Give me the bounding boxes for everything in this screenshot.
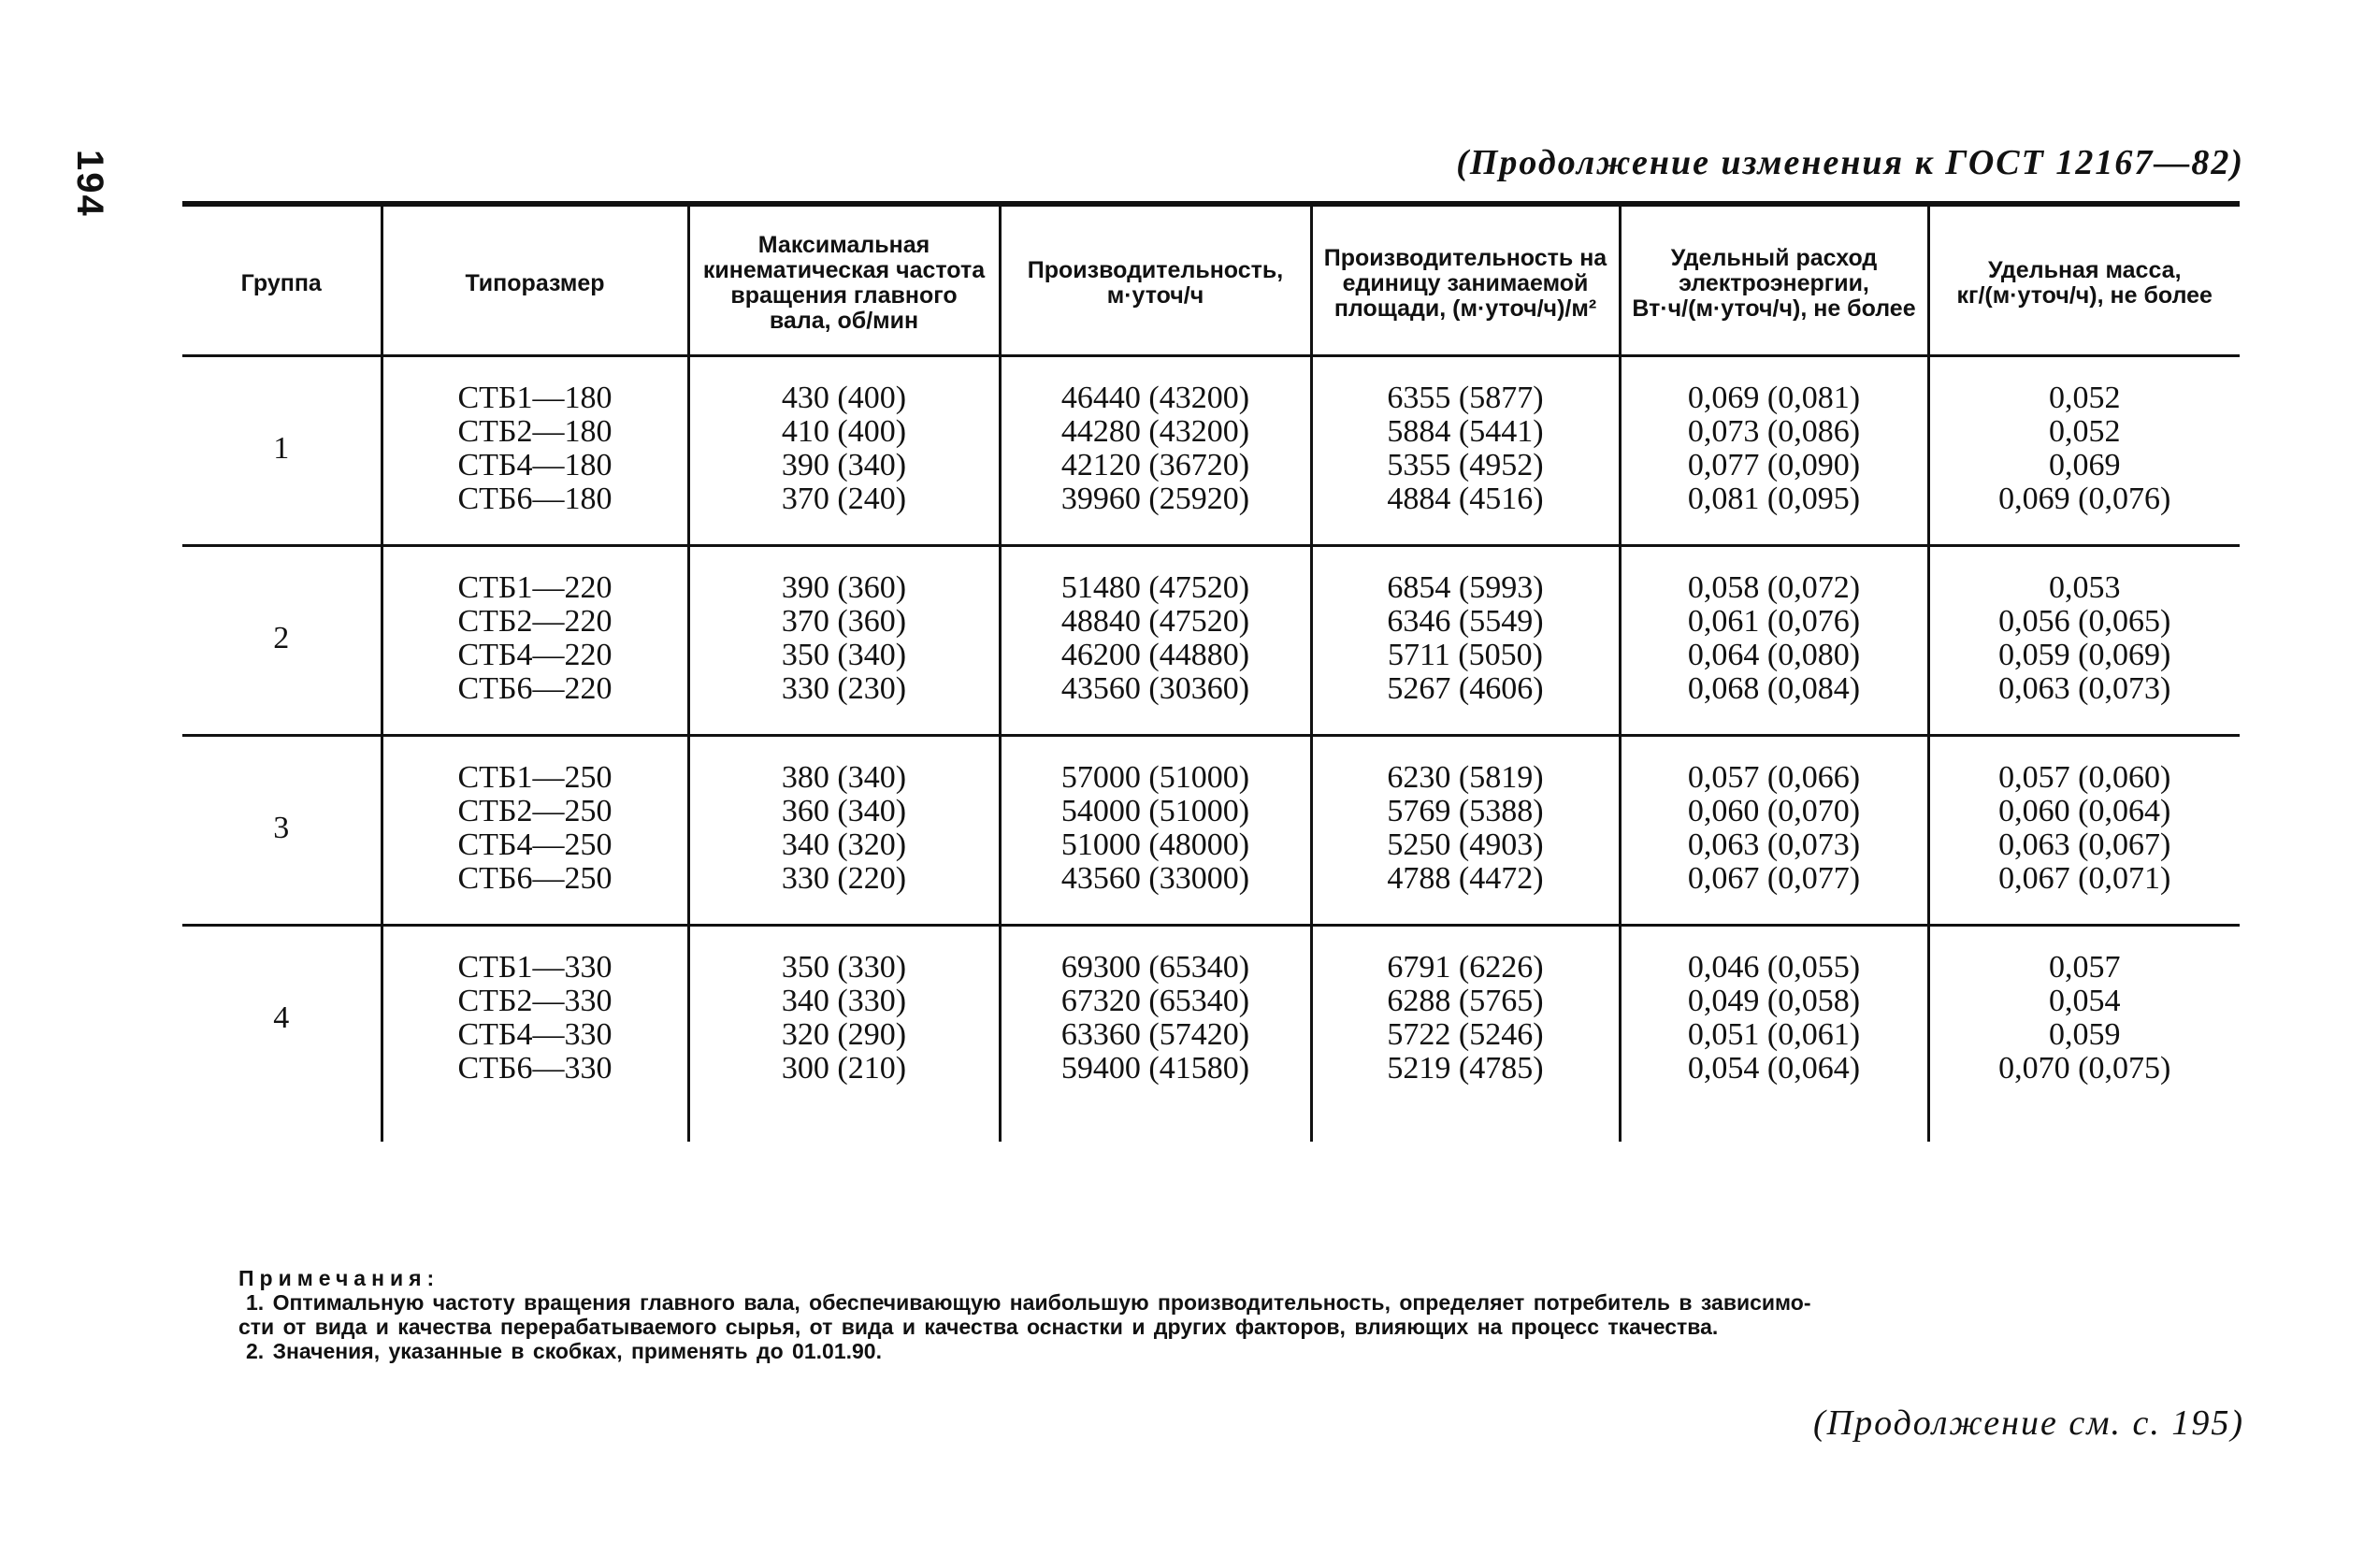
cell-productivity-line: 46200 (44880)	[1060, 638, 1250, 672]
cell-productivity-line: 51000 (48000)	[1060, 827, 1250, 862]
cell-specific-mass	[1928, 356, 2240, 546]
cell-productivity	[1000, 736, 1311, 926]
cell-size-line: СТБ1—250	[457, 760, 613, 795]
cell-size-line: СТБ4—330	[457, 1017, 613, 1052]
cell-productivity-per-area-line: 5267 (4606)	[1387, 671, 1544, 706]
cell-productivity-per-area-line: 6346 (5549)	[1387, 604, 1544, 639]
cell-size-line: СТБ6—180	[457, 482, 613, 516]
cell-max-speed-line: 370 (360)	[781, 604, 907, 639]
table-row	[182, 926, 2240, 1143]
cell-energy-consumption-line: 0,064 (0,080)	[1687, 638, 1861, 672]
table-body	[182, 356, 2240, 1143]
cell-productivity-line: 46440 (43200)	[1060, 381, 1250, 415]
header-group: Группа	[182, 204, 382, 356]
cell-productivity-per-area	[1311, 356, 1620, 546]
cell-size	[382, 736, 688, 926]
specification-table-container	[182, 201, 2240, 1142]
cell-specific-mass-line: 0,069	[2049, 448, 2121, 482]
cell-productivity-per-area	[1311, 926, 1620, 1143]
cell-size-line: СТБ2—220	[457, 604, 613, 639]
cell-productivity-line: 43560 (33000)	[1060, 861, 1250, 896]
cell-specific-mass-line: 0,057	[2049, 950, 2121, 985]
cell-productivity-line: 42120 (36720)	[1060, 448, 1250, 482]
cell-productivity-line: 59400 (41580)	[1060, 1051, 1250, 1086]
note-2: 2. Значения, указанные в скобках, применять до 01.01.90.	[246, 1339, 882, 1363]
cell-productivity-line: 43560 (30360)	[1060, 671, 1250, 706]
cell-max-speed-line: 370 (240)	[781, 482, 907, 516]
cell-size-line: СТБ4—180	[457, 448, 613, 482]
cell-specific-mass	[1928, 736, 2240, 926]
cell-size	[382, 546, 688, 736]
cell-energy-consumption-line: 0,069 (0,081)	[1687, 381, 1861, 415]
cell-productivity-line: 69300 (65340)	[1060, 950, 1250, 985]
cell-size	[382, 926, 688, 1143]
cell-max-speed-line: 360 (340)	[781, 794, 907, 828]
cell-size-line: СТБ2—330	[457, 984, 613, 1018]
cell-size	[382, 356, 688, 546]
cell-productivity-line: 44280 (43200)	[1060, 414, 1250, 449]
cell-energy-consumption-line: 0,046 (0,055)	[1687, 950, 1861, 985]
table-row	[182, 736, 2240, 926]
notes	[238, 1266, 2258, 1363]
cell-specific-mass-line: 0,059 (0,069)	[1998, 638, 2171, 672]
cell-energy-consumption-line: 0,061 (0,076)	[1687, 604, 1861, 639]
cell-specific-mass-line: 0,063 (0,073)	[1998, 671, 2171, 706]
cell-energy-consumption-line: 0,081 (0,095)	[1687, 482, 1861, 516]
header-specific-mass: Удельная масса, кг/(м·уточ/ч), не более	[1928, 204, 2240, 356]
cell-productivity-line: 57000 (51000)	[1060, 760, 1250, 795]
cell-productivity-line: 54000 (51000)	[1060, 794, 1250, 828]
cell-productivity-per-area-line: 5219 (4785)	[1387, 1051, 1544, 1086]
running-title: (Продолжение изменения к ГОСТ 12167—82)	[1456, 143, 2244, 182]
cell-productivity-per-area-line: 5355 (4952)	[1387, 448, 1544, 482]
note-1-line-1: 1. Оптимальную частоту вращения главного вала, обеспечивающую наибольшую производительность, определяет потребитель в зависимо-	[246, 1290, 1811, 1315]
cell-productivity-line: 67320 (65340)	[1060, 984, 1250, 1018]
continuation-note: (Продолжение см. с. 195)	[1812, 1403, 2244, 1443]
page-number: 194	[69, 150, 110, 218]
cell-productivity-per-area-line: 5769 (5388)	[1387, 794, 1544, 828]
cell-size-line: СТБ6—330	[457, 1051, 613, 1086]
cell-max-speed-line: 330 (220)	[781, 861, 907, 896]
cell-energy-consumption-line: 0,057 (0,066)	[1687, 760, 1861, 795]
cell-size-line: СТБ4—250	[457, 827, 613, 862]
header-energy-consumption: Удельный расход электроэнергии, Вт·ч/(м·уточ/ч), не более	[1620, 204, 1928, 356]
cell-productivity-per-area-line: 5250 (4903)	[1387, 827, 1544, 862]
cell-max-speed-line: 300 (210)	[781, 1051, 907, 1086]
cell-specific-mass-line: 0,070 (0,075)	[1998, 1051, 2171, 1086]
table-row	[182, 356, 2240, 546]
cell-productivity-per-area-line: 6854 (5993)	[1387, 570, 1544, 605]
cell-size-line: СТБ1—220	[457, 570, 613, 605]
cell-specific-mass-line: 0,059	[2049, 1017, 2121, 1052]
cell-productivity-per-area	[1311, 736, 1620, 926]
specification-table	[182, 201, 2240, 1142]
cell-energy-consumption-line: 0,068 (0,084)	[1687, 671, 1861, 706]
header-productivity: Производительность, м·уточ/ч	[1000, 204, 1311, 356]
cell-productivity-line: 48840 (47520)	[1060, 604, 1250, 639]
cell-max-speed-line: 380 (340)	[781, 760, 907, 795]
table-row	[182, 546, 2240, 736]
cell-specific-mass-line: 0,052	[2049, 414, 2121, 449]
cell-energy-consumption-line: 0,063 (0,073)	[1687, 827, 1861, 862]
cell-specific-mass-line: 0,060 (0,064)	[1998, 794, 2171, 828]
cell-size-line: СТБ2—180	[457, 414, 613, 449]
cell-specific-mass-line: 0,056 (0,065)	[1998, 604, 2171, 639]
notes-title: Примечания:	[238, 1266, 440, 1290]
header-max-speed: Максимальная кинематическая частота вращения главного вала, об/мин	[688, 204, 1000, 356]
cell-energy-consumption-line: 0,051 (0,061)	[1687, 1017, 1861, 1052]
note-1-line-2: сти от вида и качества перерабатываемого сырья, от вида и качества оснастки и других факторов, влияющих на процесс ткачества.	[238, 1315, 1719, 1339]
header-productivity-per-area: Производительность на единицу занимаемой площади, (м·уточ/ч)/м²	[1311, 204, 1620, 356]
cell-group: 1	[182, 356, 382, 546]
cell-energy-consumption-line: 0,073 (0,086)	[1687, 414, 1861, 449]
cell-max-speed-line: 410 (400)	[781, 414, 907, 449]
cell-productivity	[1000, 546, 1311, 736]
cell-productivity-per-area-line: 5722 (5246)	[1387, 1017, 1544, 1052]
cell-max-speed	[688, 546, 1000, 736]
cell-group: 4	[273, 1000, 290, 1035]
cell-size-line: СТБ2—250	[457, 794, 613, 828]
header-size: Типоразмер	[382, 204, 688, 356]
cell-group: 2	[182, 546, 382, 736]
cell-specific-mass-line: 0,057 (0,060)	[1998, 760, 2171, 795]
cell-energy-consumption	[1620, 546, 1928, 736]
cell-size-line: СТБ1—180	[457, 381, 613, 415]
cell-specific-mass-line: 0,054	[2049, 984, 2121, 1018]
cell-productivity-per-area-line: 6288 (5765)	[1387, 984, 1544, 1018]
cell-size-line: СТБ4—220	[457, 638, 613, 672]
cell-specific-mass-line: 0,067 (0,071)	[1998, 861, 2171, 896]
cell-energy-consumption	[1620, 736, 1928, 926]
cell-size-line: СТБ6—220	[457, 671, 613, 706]
cell-productivity-per-area-line: 6355 (5877)	[1387, 381, 1544, 415]
cell-max-speed	[688, 736, 1000, 926]
cell-productivity-line: 51480 (47520)	[1060, 570, 1250, 605]
cell-productivity-line: 63360 (57420)	[1060, 1017, 1250, 1052]
cell-max-speed	[688, 356, 1000, 546]
cell-productivity-per-area-line: 5711 (5050)	[1388, 638, 1543, 672]
cell-specific-mass	[1928, 546, 2240, 736]
cell-energy-consumption-line: 0,060 (0,070)	[1687, 794, 1861, 828]
cell-max-speed-line: 390 (340)	[781, 448, 907, 482]
cell-size-line: СТБ1—330	[457, 950, 613, 985]
cell-max-speed-line: 390 (360)	[781, 570, 907, 605]
cell-energy-consumption-line: 0,067 (0,077)	[1687, 861, 1861, 896]
table-header-row	[182, 204, 2240, 356]
cell-productivity-line: 39960 (25920)	[1060, 482, 1250, 516]
cell-energy-consumption-line: 0,054 (0,064)	[1687, 1051, 1861, 1086]
cell-max-speed-line: 350 (330)	[781, 950, 907, 985]
cell-specific-mass-line: 0,053	[2049, 570, 2121, 605]
cell-max-speed-line: 330 (230)	[781, 671, 907, 706]
cell-productivity-per-area-line: 5884 (5441)	[1387, 414, 1544, 449]
cell-productivity-per-area-line: 4884 (4516)	[1387, 482, 1544, 516]
cell-specific-mass-line: 0,069 (0,076)	[1998, 482, 2171, 516]
cell-max-speed-line: 320 (290)	[781, 1017, 907, 1052]
cell-specific-mass	[1928, 926, 2240, 1143]
cell-max-speed	[688, 926, 1000, 1143]
cell-max-speed-line: 350 (340)	[781, 638, 907, 672]
cell-energy-consumption-line: 0,049 (0,058)	[1687, 984, 1861, 1018]
cell-energy-consumption-line: 0,077 (0,090)	[1687, 448, 1861, 482]
cell-productivity-per-area-line: 6230 (5819)	[1387, 760, 1544, 795]
cell-specific-mass-line: 0,063 (0,067)	[1998, 827, 2171, 862]
cell-max-speed-line: 340 (330)	[781, 984, 907, 1018]
cell-energy-consumption	[1620, 926, 1928, 1143]
cell-productivity	[1000, 926, 1311, 1143]
cell-group: 3	[182, 736, 382, 926]
cell-productivity-per-area-line: 4788 (4472)	[1387, 861, 1544, 896]
cell-productivity	[1000, 356, 1311, 546]
cell-energy-consumption	[1620, 356, 1928, 546]
cell-max-speed-line: 430 (400)	[781, 381, 907, 415]
cell-energy-consumption-line: 0,058 (0,072)	[1687, 570, 1861, 605]
cell-productivity-per-area-line: 6791 (6226)	[1387, 950, 1544, 985]
cell-specific-mass-line: 0,052	[2049, 381, 2121, 415]
cell-productivity-per-area	[1311, 546, 1620, 736]
cell-size-line: СТБ6—250	[457, 861, 613, 896]
cell-max-speed-line: 340 (320)	[781, 827, 907, 862]
